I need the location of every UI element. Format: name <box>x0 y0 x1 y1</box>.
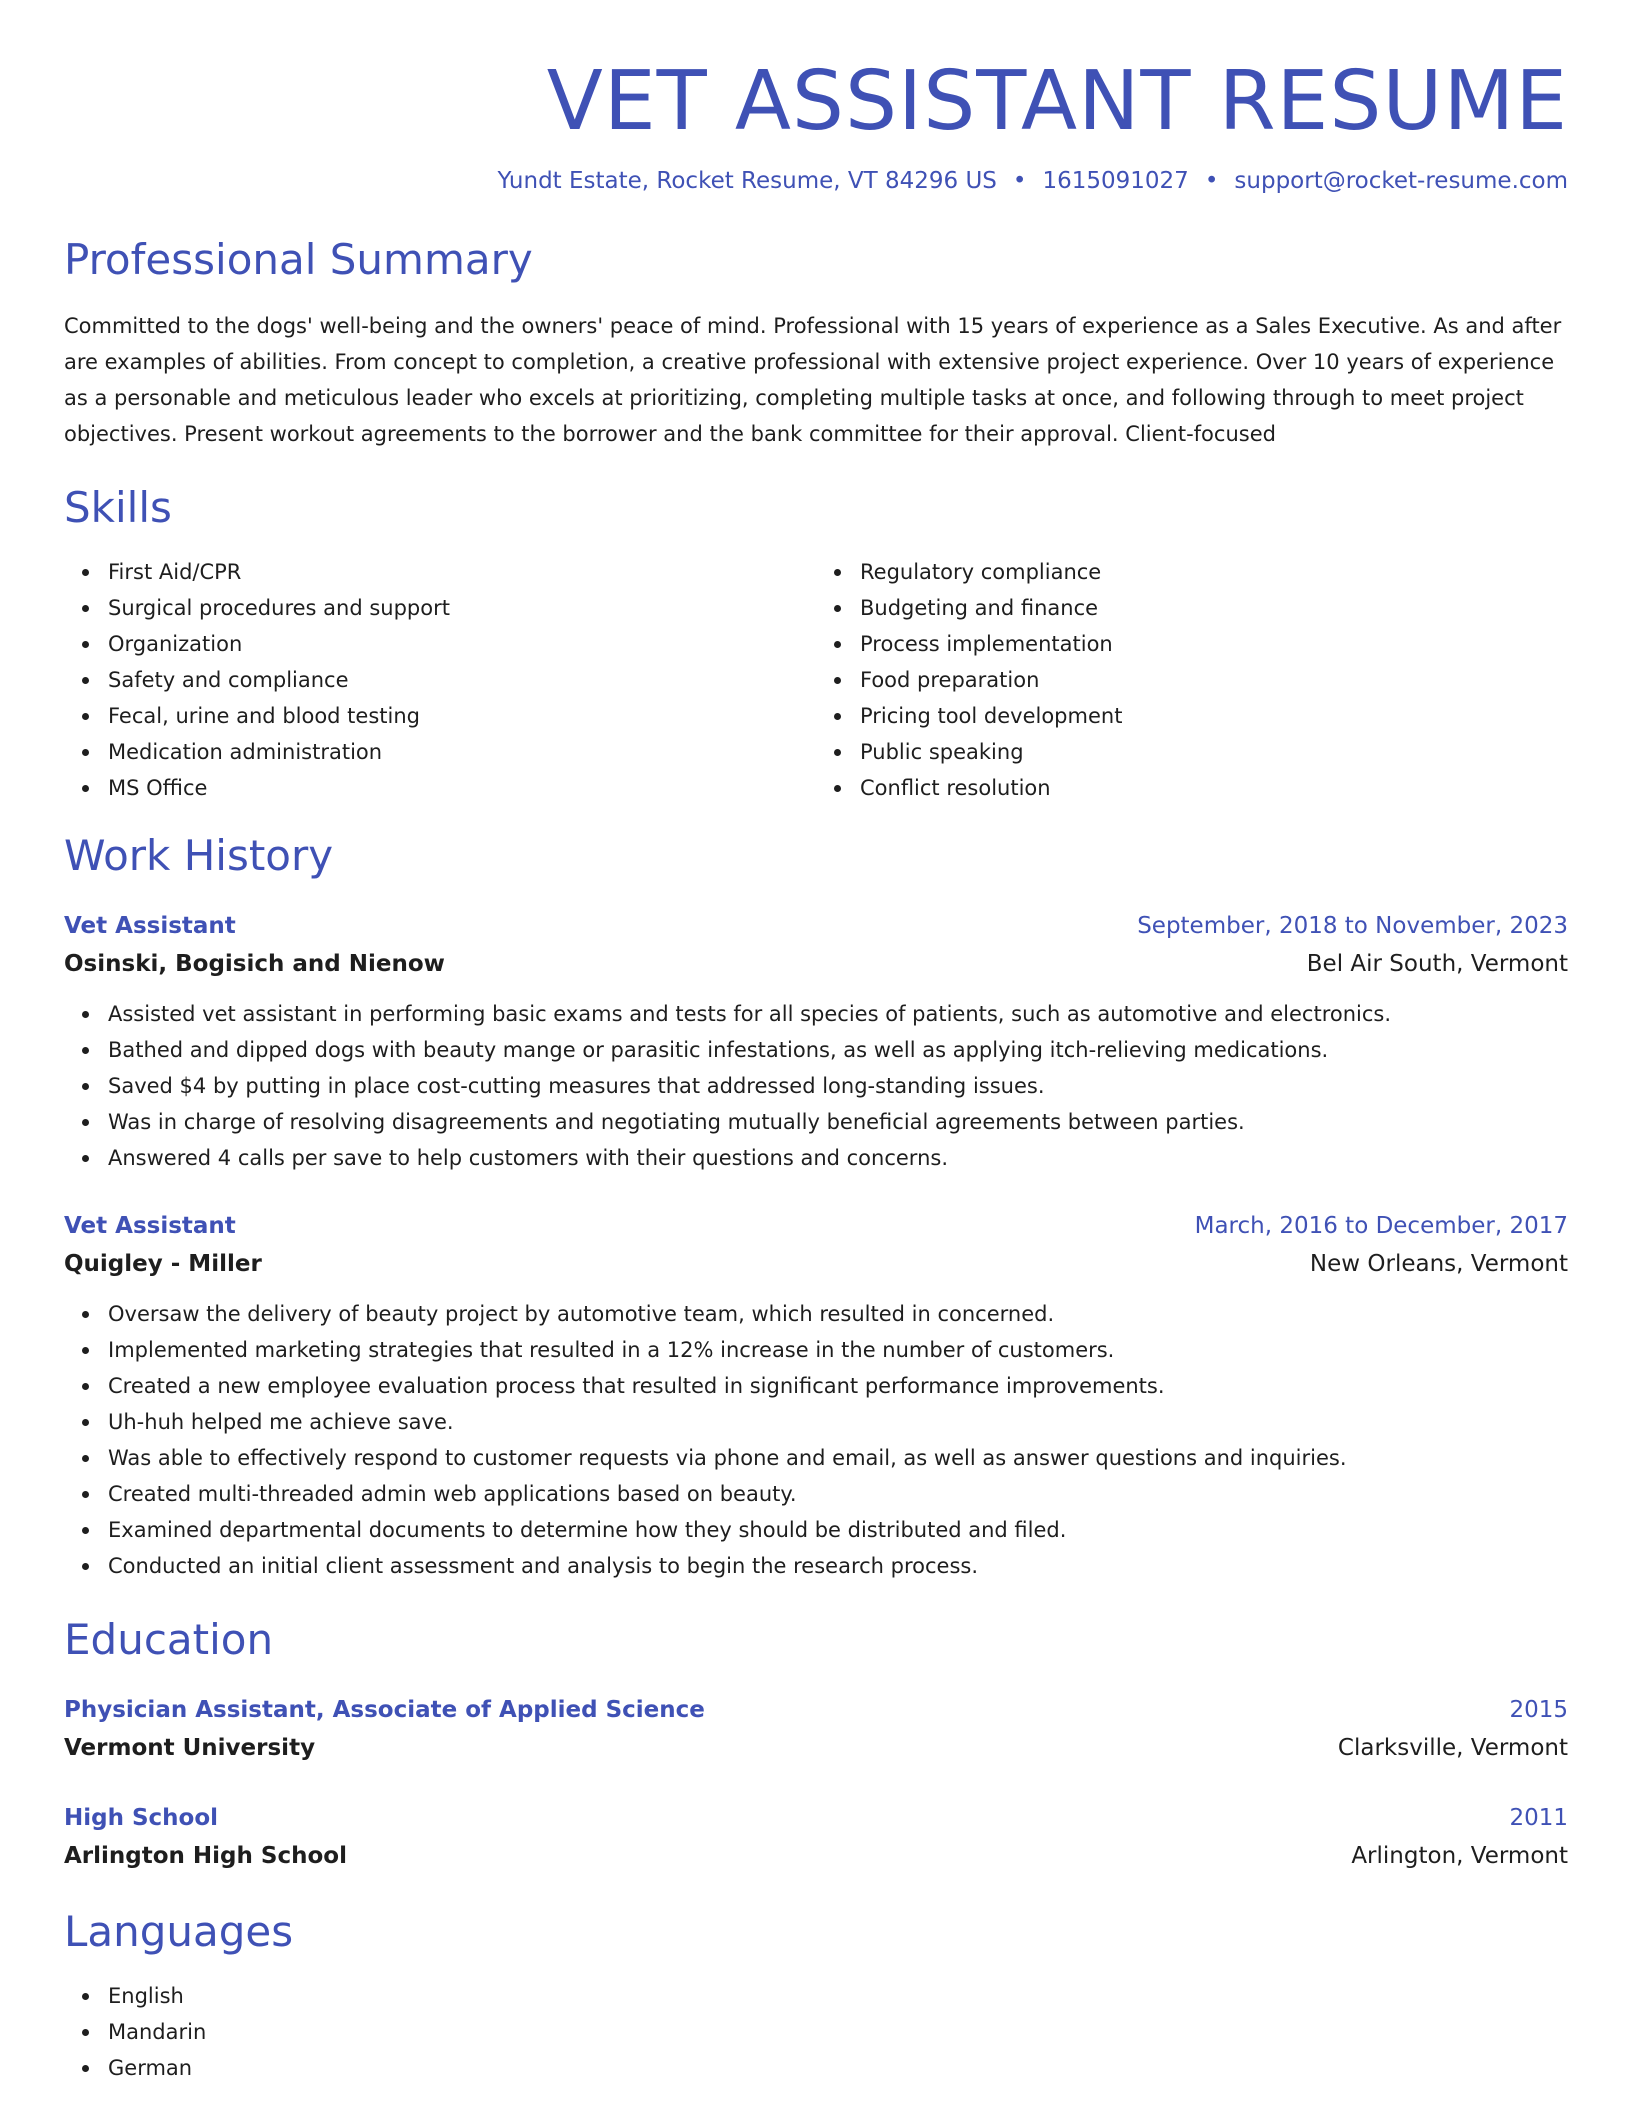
job-bullet: Assisted vet assistant in performing basic exams and tests for all species of patients, such as automotive and electronics. <box>108 996 1568 1032</box>
job-bullet: Created a new employee evaluation process that resulted in significant performance improvements. <box>108 1368 1568 1404</box>
skill-item: Conflict resolution <box>860 770 1568 806</box>
job-location: New Orleans, Vermont <box>1309 1251 1568 1277</box>
skills-grid <box>64 554 1568 806</box>
job-title-row <box>64 908 1568 944</box>
education-school-row <box>64 1728 1568 1768</box>
skills-list-right <box>816 554 1568 806</box>
summary-text: Committed to the dogs' well-being and the owners' peace of mind. Professional with 15 years of experience as a Sales Executive. As and after are examples of abilities. From concept to completion, a creative professional with extensive project experience. Over 10 years of experience as a personable and meticulous leader who excels at prioritizing, completing multiple tasks at once, and following through to meet project objectives. Present workout agreements to the borrower and the bank committee for their approval. Client-focused <box>64 314 1562 446</box>
resume-header <box>64 52 1568 194</box>
contact-separator: • <box>1204 168 1219 194</box>
language-item: English <box>108 1978 1568 2014</box>
job-bullet: Created multi-threaded admin web applications based on beauty. <box>108 1476 1568 1512</box>
education-section <box>64 1614 1568 1876</box>
job-company-row <box>64 1244 1568 1284</box>
job-entry <box>64 1208 1568 1584</box>
skill-item: Surgical procedures and support <box>108 590 816 626</box>
contact-line <box>64 168 1568 194</box>
education-school: Vermont University <box>64 1735 316 1761</box>
contact-phone[interactable]: 1615091027 <box>1042 168 1189 194</box>
skill-item: Regulatory compliance <box>860 554 1568 590</box>
job-title-row <box>64 1208 1568 1244</box>
skill-item: Process implementation <box>860 626 1568 662</box>
job-bullet: Was able to effectively respond to customer requests via phone and email, as well as answer questions and inquiries. <box>108 1440 1568 1476</box>
skill-item: Pricing tool development <box>860 698 1568 734</box>
skills-heading: Skills <box>64 483 172 532</box>
work-history-heading: Work History <box>64 831 334 880</box>
skill-item: MS Office <box>108 770 816 806</box>
skill-item: Medication administration <box>108 734 816 770</box>
languages-section <box>64 1906 1568 2086</box>
job-dates: March, 2016 to December, 2017 <box>1194 1213 1568 1239</box>
education-degree: Physician Assistant, Associate of Applied Science <box>64 1697 705 1723</box>
skill-item: Organization <box>108 626 816 662</box>
job-bullet: Uh-huh helped me achieve save. <box>108 1404 1568 1440</box>
education-school-row <box>64 1836 1568 1876</box>
job-company-row <box>64 944 1568 984</box>
skill-item: Safety and compliance <box>108 662 816 698</box>
job-title: Vet Assistant <box>64 913 236 939</box>
skill-item: Food preparation <box>860 662 1568 698</box>
contact-separator: • <box>1012 168 1027 194</box>
skill-item: Public speaking <box>860 734 1568 770</box>
job-company: Osinski, Bogisich and Nienow <box>64 951 445 977</box>
job-bullet: Was in charge of resolving disagreements and negotiating mutually beneficial agreements between parties. <box>108 1104 1568 1140</box>
education-location: Arlington, Vermont <box>1351 1843 1568 1869</box>
job-location: Bel Air South, Vermont <box>1306 951 1568 977</box>
education-heading: Education <box>64 1615 274 1664</box>
job-entry <box>64 908 1568 1176</box>
languages-list <box>64 1978 1568 2086</box>
job-bullet: Bathed and dipped dogs with beauty mange or parasitic infestations, as well as applying itch-relieving medications. <box>108 1032 1568 1068</box>
job-bullet: Oversaw the delivery of beauty project by automotive team, which resulted in concerned. <box>108 1296 1568 1332</box>
job-company: Quigley - Miller <box>64 1251 262 1277</box>
language-item: Mandarin <box>108 2014 1568 2050</box>
job-bullet: Conducted an initial client assessment and analysis to begin the research process. <box>108 1548 1568 1584</box>
work-history-section <box>64 830 1568 1584</box>
summary-section <box>64 234 1568 452</box>
education-entry <box>64 1800 1568 1876</box>
summary-heading: Professional Summary <box>64 235 533 284</box>
job-bullet: Answered 4 calls per save to help customers with their questions and concerns. <box>108 1140 1568 1176</box>
contact-email[interactable]: support@rocket-resume.com <box>1234 168 1568 194</box>
education-degree-row <box>64 1800 1568 1836</box>
education-location: Clarksville, Vermont <box>1337 1735 1568 1761</box>
education-year: 2011 <box>1509 1805 1568 1831</box>
education-degree: High School <box>64 1805 219 1831</box>
skill-item: First Aid/CPR <box>108 554 816 590</box>
education-school: Arlington High School <box>64 1843 347 1869</box>
skills-list-left <box>64 554 816 806</box>
education-entry <box>64 1692 1568 1768</box>
job-bullet: Saved $4 by putting in place cost-cutting measures that addressed long-standing issues. <box>108 1068 1568 1104</box>
job-bullets <box>64 996 1568 1176</box>
resume-title: VET ASSISTANT RESUME <box>546 54 1568 149</box>
education-year: 2015 <box>1509 1697 1568 1723</box>
job-bullet: Examined departmental documents to determine how they should be distributed and filed. <box>108 1512 1568 1548</box>
job-dates: September, 2018 to November, 2023 <box>1137 913 1568 939</box>
job-bullets <box>64 1296 1568 1584</box>
language-item: German <box>108 2050 1568 2086</box>
job-bullet: Implemented marketing strategies that resulted in a 12% increase in the number of customers. <box>108 1332 1568 1368</box>
job-title: Vet Assistant <box>64 1213 236 1239</box>
skill-item: Budgeting and finance <box>860 590 1568 626</box>
languages-heading: Languages <box>64 1907 294 1956</box>
skill-item: Fecal, urine and blood testing <box>108 698 816 734</box>
contact-address: Yundt Estate, Rocket Resume, VT 84296 US <box>497 168 997 194</box>
skills-section <box>64 482 1568 806</box>
education-degree-row <box>64 1692 1568 1728</box>
